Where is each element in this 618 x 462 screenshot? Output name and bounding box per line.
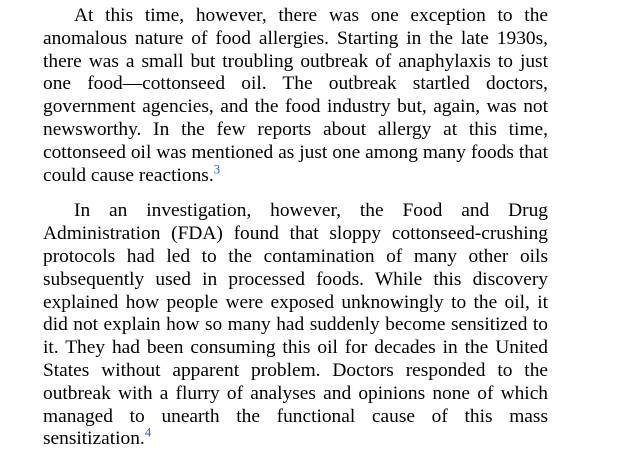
document-page [43, 5, 548, 451]
footnote-ref-3[interactable]: 3 [213, 161, 221, 177]
paragraph-cottonseed-outbreak [43, 5, 548, 187]
paragraph-fda-investigation [43, 200, 548, 451]
paragraph-text: At this time, however, there was one exception to the anomalous nature of food allergies. Starting in the late 1930s, there was a small but troubling outbreak of anaphylaxis to just one food—cottonseed oil. The outbreak startled doctors, government agencies, and the food industry but, again, was not newsworthy. In the few reports about allergy at this time, cottonseed oil was mentioned as just one among many foods that could cause reactions. [43, 5, 548, 186]
paragraph-text: In an investigation, however, the Food and Drug Administration (FDA) found that sloppy cottonseed-crushing protocols had led to the contamination of many other oils subsequently used in processed foods. While this discovery explained how people were exposed unknowingly to the oil, it did not explain how so many had suddenly become sensitized to it. They had been consuming this oil for decades in the United States without apparent problem. Doctors responded to the outbreak with a flurry of analyses and opinions none of which managed to unearth the functional cause of this mass sensitization. [43, 200, 548, 450]
footnote-ref-4[interactable]: 4 [144, 424, 152, 440]
